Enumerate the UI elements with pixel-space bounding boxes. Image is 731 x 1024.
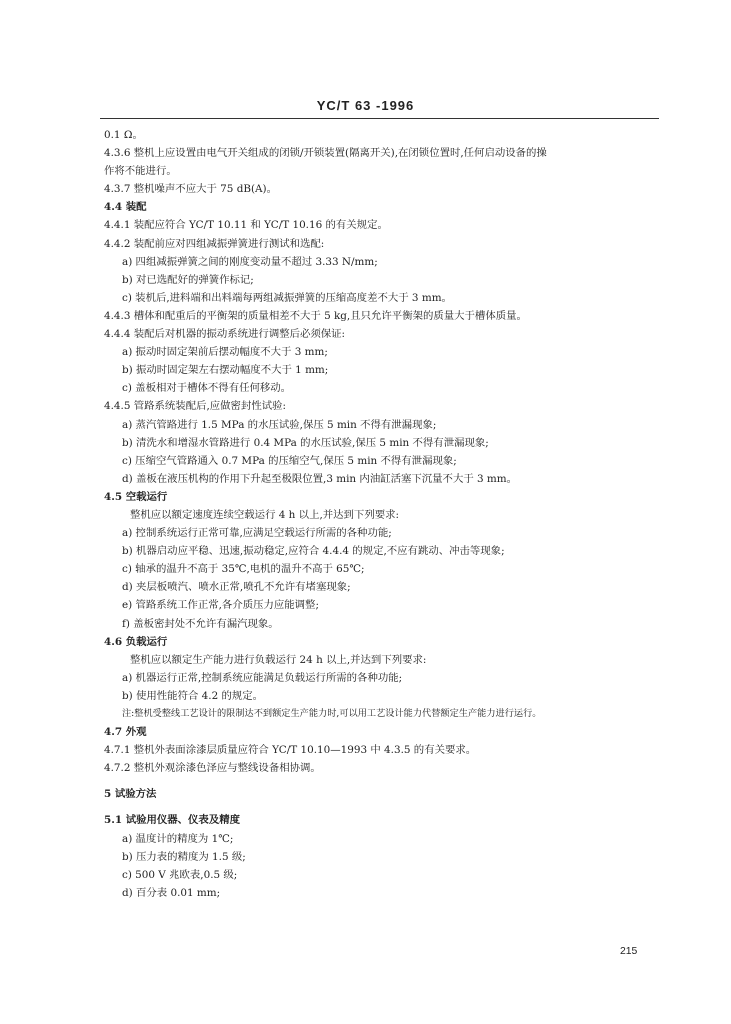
list-item: c) 500 V 兆欧表,0.5 级; — [122, 868, 238, 881]
clause-4-4-5: 4.4.5 管路系统装配后,应做密封性试验: — [104, 400, 287, 413]
clause-4-4-4: 4.4.4 装配后对机器的振动系统进行调整后必须保证: — [104, 328, 346, 341]
section-heading-5: 5 试验方法 — [104, 788, 157, 801]
section-heading-5-1: 5.1 试验用仪器、仪表及精度 — [104, 814, 240, 827]
page-number: 215 — [620, 946, 638, 957]
list-item: a) 蒸汽管路进行 1.5 MPa 的水压试验,保压 5 min 不得有泄漏现象; — [122, 418, 437, 431]
list-item: d) 夹层板喷汽、喷水正常,喷孔不允许有堵塞现象; — [122, 581, 351, 594]
page-header: YC/T 63 -1996 — [316, 98, 415, 113]
section-heading-4-5: 4.5 空载运行 — [104, 490, 168, 503]
section-spacer — [104, 777, 664, 785]
list-item: a) 四组减振弹簧之间的刚度变动量不超过 3.33 N/mm; — [122, 255, 378, 268]
clause-4-4-2: 4.4.2 装配前应对四组减振弹簧进行测试和选配: — [104, 237, 325, 250]
list-item: a) 温度计的精度为 1℃; — [122, 832, 234, 845]
list-item: b) 清洗水和增湿水管路进行 0.4 MPa 的水压试验,保压 5 min 不得有泄漏现象; — [122, 436, 489, 449]
text-line: 作将不能进行。 — [104, 165, 177, 178]
list-item: a) 振动时固定架前后摆动幅度不大于 3 mm; — [122, 346, 328, 359]
clause-4-4-1: 4.4.1 装配应符合 YC/T 10.11 和 YC/T 10.16 的有关规定。 — [104, 219, 388, 232]
list-item: a) 机器运行正常,控制系统应能满足负载运行所需的各种功能; — [122, 671, 403, 684]
clause-4-3-7: 4.3.7 整机噪声不应大于 75 dB(A)。 — [104, 183, 277, 196]
list-item: f) 盖板密封处不允许有漏汽现象。 — [122, 617, 279, 630]
section-spacer — [104, 803, 664, 811]
list-item: b) 振动时固定架左右摆动幅度不大于 1 mm; — [122, 364, 329, 377]
section-heading-4-4: 4.4 装配 — [104, 201, 147, 214]
page-content — [104, 126, 664, 902]
list-item: c) 盖板相对于槽体不得有任何移动。 — [122, 382, 292, 395]
clause-4-7-2: 4.7.2 整机外观涂漆色泽应与整线设备相协调。 — [104, 762, 321, 775]
list-item: c) 装机后,进料端和出料端每两组减振弹簧的压缩高度差不大于 3 mm。 — [122, 291, 452, 304]
list-item: b) 压力表的精度为 1.5 级; — [122, 850, 246, 863]
header-rule — [100, 118, 659, 119]
clause-4-4-3: 4.4.3 槽体和配重后的平衡架的质量相差不大于 5 kg,且只允许平衡架的质量大于槽体质量。 — [104, 309, 527, 322]
list-item: c) 轴承的温升不高于 35℃,电机的温升不高于 65℃; — [122, 563, 365, 576]
list-item: e) 管路系统工作正常,各介质压力应能调整; — [122, 599, 319, 612]
clause-4-3-6: 4.3.6 整机上应设置由电气开关组成的闭锁/开锁装置(隔离开关),在闭锁位置时,任何启动设备的操 — [104, 147, 547, 160]
text-line: 0.1 Ω。 — [104, 129, 143, 141]
list-item: b) 机器启动应平稳、迅速,振动稳定,应符合 4.4.4 的规定,不应有跳动、冲击等现象; — [122, 545, 505, 558]
list-item: a) 控制系统运行正常可靠,应满足空载运行所需的各种功能; — [122, 527, 392, 540]
section-heading-4-7: 4.7 外观 — [104, 726, 147, 739]
list-item: d) 盖板在液压机构的作用下升起至极限位置,3 min 内油缸活塞下沉量不大于 3 mm。 — [122, 472, 518, 485]
list-item: d) 百分表 0.01 mm; — [122, 886, 221, 899]
clause-4-7-1: 4.7.1 整机外表面涂漆层质量应符合 YC/T 10.10—1993 中 4.3.5 的有关要求。 — [104, 744, 477, 757]
list-item: b) 对已选配好的弹簧作标记; — [122, 273, 254, 286]
list-item: c) 压缩空气管路通入 0.7 MPa 的压缩空气,保压 5 min 不得有泄漏现象; — [122, 454, 457, 467]
list-item: b) 使用性能符合 4.2 的规定。 — [122, 689, 264, 702]
note: 注:整机受整线工艺设计的限制达不到额定生产能力时,可以用工艺设计能力代替额定生产能力进行运行。 — [122, 708, 542, 719]
paragraph: 整机应以额定速度连续空载运行 4 h 以上,并达到下列要求: — [130, 508, 399, 521]
paragraph: 整机应以额定生产能力进行负载运行 24 h 以上,并达到下列要求: — [130, 653, 427, 666]
section-heading-4-6: 4.6 负载运行 — [104, 635, 168, 648]
